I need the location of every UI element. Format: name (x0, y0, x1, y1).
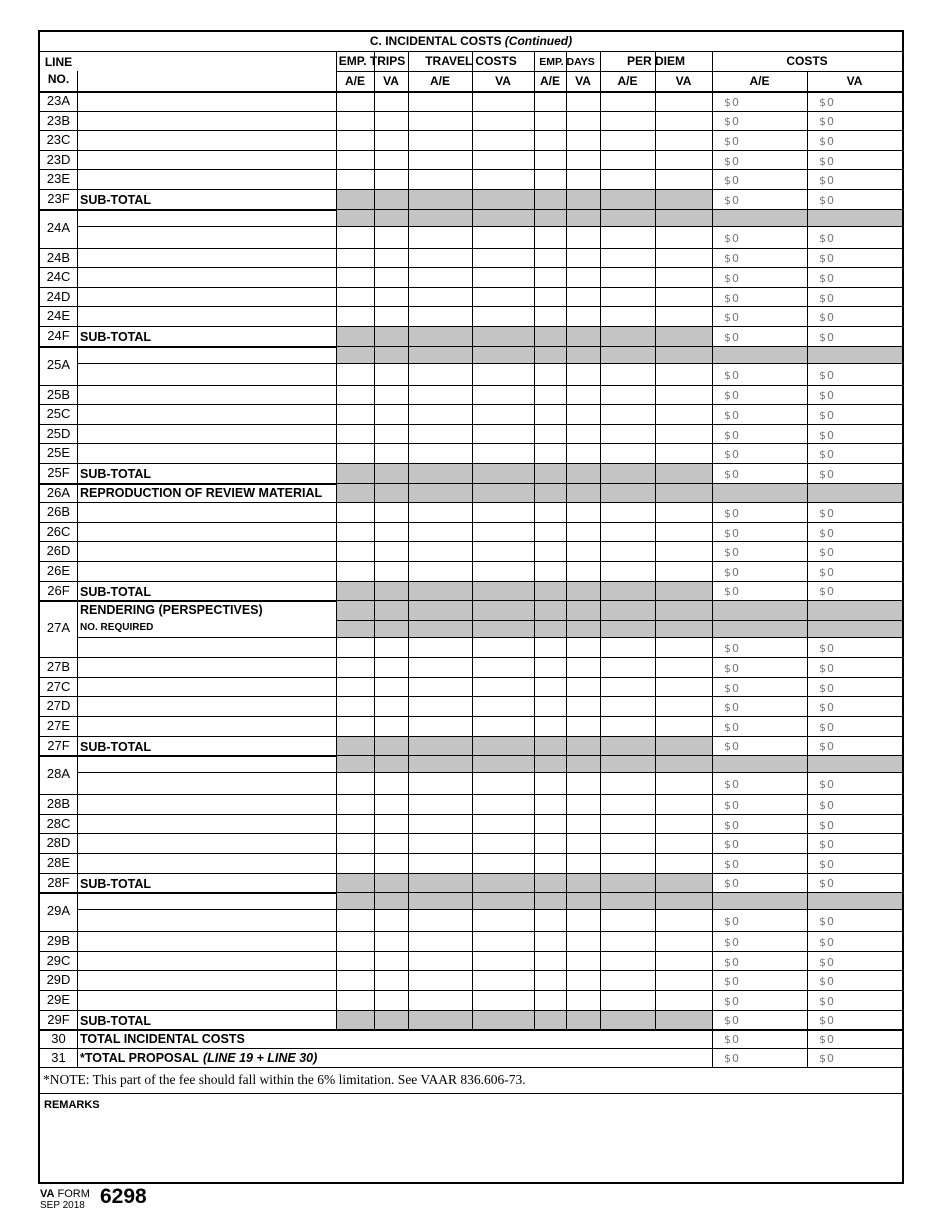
amount-ae[interactable]: $0 (724, 838, 740, 852)
line-number: 25D (46, 425, 71, 441)
subtotal-label: SUB-TOTAL (80, 739, 152, 754)
header-line: LINE (44, 55, 73, 69)
column-rule (336, 51, 337, 1030)
amount-va[interactable]: $0 (819, 311, 835, 325)
amount-ae[interactable]: $0 (724, 272, 740, 285)
amount-ae[interactable]: $0 (724, 1014, 740, 1028)
rule-line (40, 970, 902, 971)
line-number: 25A (46, 356, 71, 372)
amount-ae[interactable]: $0 (724, 740, 740, 754)
rule-line (40, 814, 902, 815)
line-label: REPRODUCTION OF REVIEW MATERIAL (80, 485, 323, 500)
line-number: 24F (47, 328, 70, 343)
line-number: 28A (46, 766, 71, 782)
rule-line (40, 794, 902, 795)
amount-va[interactable]: $0 (819, 778, 835, 792)
header-no: NO. (47, 72, 70, 86)
shaded-cell (337, 484, 902, 503)
subtotal-label: SUB-TOTAL (80, 876, 152, 891)
rule-line (40, 716, 902, 717)
line-number: 28B (46, 796, 71, 812)
line-number: 26D (46, 543, 71, 559)
amount-va[interactable]: $0 (819, 467, 835, 481)
subtotal-label: SUB-TOTAL (80, 330, 152, 344)
header-sub-va: VA (495, 74, 511, 88)
amount-va[interactable]: $0 (819, 526, 835, 540)
amount-va[interactable]: $0 (819, 272, 835, 285)
amount-va[interactable]: $0 (819, 368, 835, 382)
amount-va[interactable]: $0 (819, 95, 835, 109)
amount-va[interactable]: $0 (819, 154, 835, 168)
amount-ae[interactable]: $0 (724, 857, 740, 871)
amount-ae[interactable]: $0 (724, 778, 740, 792)
amount-ae[interactable]: $0 (724, 720, 740, 734)
line-number: 29B (46, 933, 71, 949)
line-number: 27E (46, 718, 71, 733)
amount-ae[interactable]: $0 (724, 585, 740, 599)
amount-va[interactable]: $0 (819, 915, 835, 929)
amount-va[interactable]: $0 (819, 701, 835, 715)
rule-line (40, 51, 902, 52)
total-proposal-label: *TOTAL PROPOSAL (80, 1050, 199, 1065)
remarks-field[interactable] (42, 1113, 898, 1180)
amount-va[interactable]: $0 (819, 546, 835, 560)
amount-ae[interactable]: $0 (724, 252, 740, 266)
line-number: 24C (46, 269, 71, 285)
rule-line (40, 951, 902, 952)
amount-va[interactable]: $0 (819, 877, 835, 891)
line-number: 23B (46, 112, 71, 128)
rule-line (40, 1029, 902, 1031)
total-incidental-va[interactable]: $0 (819, 1033, 835, 1047)
line-number: 27C (46, 678, 71, 694)
line-number: 23A (46, 93, 71, 108)
rule-line (40, 404, 902, 405)
line-number: 24B (46, 249, 71, 265)
amount-va[interactable]: $0 (819, 291, 835, 305)
amount-va[interactable]: $0 (819, 662, 835, 675)
rule-line (40, 833, 902, 834)
column-rule (712, 51, 713, 1067)
remarks-label: REMARKS (44, 1098, 100, 1111)
column-rule (77, 71, 78, 1067)
amount-va[interactable]: $0 (819, 409, 835, 422)
header-sub-ae: A/E (617, 74, 638, 88)
line-number: 27A (46, 620, 71, 636)
line-number: 24E (46, 308, 71, 324)
amount-ae[interactable]: $0 (724, 642, 740, 656)
shaded-cell (337, 210, 902, 226)
rule-line (40, 853, 902, 854)
amount-va[interactable]: $0 (819, 642, 835, 656)
amount-va[interactable]: $0 (819, 799, 835, 812)
rule-line (40, 385, 902, 386)
amount-ae[interactable]: $0 (724, 546, 740, 560)
column-rule (534, 51, 535, 1030)
amount-ae[interactable]: $0 (724, 955, 740, 969)
amount-va[interactable]: $0 (819, 740, 835, 754)
rule-line (40, 1048, 902, 1049)
shaded-cell (337, 893, 902, 909)
section-title (40, 34, 902, 48)
amount-ae[interactable]: $0 (724, 174, 740, 188)
amount-va[interactable]: $0 (819, 936, 835, 949)
line-number: 25C (46, 406, 71, 422)
fee-note: *NOTE: This part of the fee should fall within the 6% limitation. See VAAR 836.606-73. (43, 1071, 526, 1087)
rule-line (40, 502, 902, 503)
line-number: 27B (46, 659, 71, 675)
header-sub-ae: A/E (344, 74, 365, 88)
rule-line (40, 150, 902, 151)
amount-va[interactable]: $0 (819, 428, 835, 442)
amount-va[interactable]: $0 (819, 585, 835, 599)
line-number: 25E (46, 445, 71, 461)
rule-line (336, 71, 902, 72)
rule-line (40, 522, 902, 523)
footer-va: VA (40, 1188, 55, 1200)
header-costs: COSTS (786, 54, 828, 68)
rule-line (40, 91, 902, 93)
header-sub-ae: A/E (749, 74, 770, 88)
line-number: 30 (51, 1031, 66, 1047)
amount-va[interactable]: $0 (819, 193, 835, 207)
amount-va[interactable]: $0 (819, 975, 835, 989)
footer-form-number: 6298 (100, 1185, 147, 1208)
footer-form: FORM (57, 1188, 90, 1200)
rule-line (336, 620, 902, 621)
subtotal-label: SUB-TOTAL (80, 467, 152, 481)
line-number: 29A (46, 903, 71, 919)
amount-ae[interactable]: $0 (724, 818, 740, 832)
rule-line (40, 931, 902, 932)
shaded-cell (337, 621, 902, 637)
amount-va[interactable]: $0 (819, 857, 835, 871)
footer-date: SEP 2018 (40, 1200, 85, 1211)
line-number: 26B (46, 504, 71, 520)
amount-va[interactable]: $0 (819, 955, 835, 969)
amount-va[interactable]: $0 (819, 838, 835, 852)
line-number: 26F (47, 582, 70, 598)
amount-ae[interactable]: $0 (724, 681, 740, 695)
amount-ae[interactable]: $0 (724, 193, 740, 207)
form-frame (38, 30, 904, 1184)
amount-ae[interactable]: $0 (724, 115, 740, 129)
column-rule (807, 71, 808, 1067)
amount-va[interactable]: $0 (819, 994, 835, 1008)
line-number: 23F (47, 191, 70, 206)
total-incidental-ae[interactable]: $0 (724, 1033, 740, 1047)
amount-ae[interactable]: $0 (724, 877, 740, 891)
header-travel-costs: TRAVEL COSTS (425, 54, 517, 68)
header-sub-ae: A/E (539, 74, 560, 88)
amount-ae[interactable]: $0 (724, 662, 740, 675)
line-number: 27F (47, 737, 70, 753)
column-rule (374, 51, 375, 1030)
line-number: 29E (46, 992, 71, 1007)
column-rule (472, 51, 473, 1030)
rule-line (40, 696, 902, 697)
line-number: 23C (46, 132, 71, 148)
line-sublabel: NO. REQUIRED (80, 622, 154, 634)
amount-ae[interactable]: $0 (724, 368, 740, 382)
line-number: 31 (51, 1049, 66, 1065)
line-label: RENDERING (PERSPECTIVES) (80, 603, 263, 618)
amount-va[interactable]: $0 (819, 389, 835, 403)
amount-ae[interactable]: $0 (724, 409, 740, 422)
rule-line (40, 990, 902, 991)
line-number: 23E (46, 171, 71, 187)
amount-ae[interactable]: $0 (724, 565, 740, 579)
amount-va[interactable]: $0 (819, 1014, 835, 1028)
amount-ae[interactable]: $0 (724, 994, 740, 1008)
amount-ae[interactable]: $0 (724, 330, 740, 344)
amount-ae[interactable]: $0 (724, 231, 740, 245)
amount-ae[interactable]: $0 (724, 975, 740, 989)
subtotal-label: SUB-TOTAL (80, 584, 152, 599)
amount-ae[interactable]: $0 (724, 799, 740, 812)
amount-ae[interactable]: $0 (724, 154, 740, 168)
column-rule (408, 51, 409, 1030)
rule-line (40, 130, 902, 131)
amount-ae[interactable]: $0 (724, 915, 740, 929)
line-number: 28E (46, 855, 71, 870)
amount-va[interactable]: $0 (819, 720, 835, 734)
amount-va[interactable]: $0 (819, 174, 835, 188)
amount-va[interactable]: $0 (819, 330, 835, 344)
total-incidental-label: TOTAL INCIDENTAL COSTS (80, 1032, 245, 1047)
amount-ae[interactable]: $0 (724, 467, 740, 481)
header-sub-va: VA (846, 74, 863, 88)
shaded-cell (337, 347, 902, 363)
line-number: 26E (46, 563, 71, 578)
shaded-cell (337, 601, 902, 620)
amount-ae[interactable]: $0 (724, 701, 740, 715)
amount-va[interactable]: $0 (819, 231, 835, 245)
rule-line (40, 169, 902, 170)
rule-line (40, 657, 902, 658)
rule-line (77, 909, 902, 910)
amount-ae[interactable]: $0 (724, 936, 740, 949)
amount-va[interactable]: $0 (819, 507, 835, 520)
amount-ae[interactable]: $0 (724, 448, 740, 462)
subtotal-label: SUB-TOTAL (80, 193, 152, 207)
amount-ae[interactable]: $0 (724, 428, 740, 442)
shaded-cell (337, 756, 902, 772)
amount-ae[interactable]: $0 (724, 135, 740, 148)
total-proposal-ae[interactable]: $0 (724, 1051, 740, 1065)
amount-ae[interactable]: $0 (724, 389, 740, 403)
line-number: 29F (47, 1011, 70, 1027)
rule-line (40, 541, 902, 542)
header-emp-trips: EMP. TRIPS (338, 54, 406, 68)
section-title-text: C. INCIDENTAL COSTS (369, 34, 502, 48)
line-number: 28C (46, 815, 71, 831)
amount-va[interactable]: $0 (819, 115, 835, 129)
column-rule (566, 51, 567, 1030)
rule-line (40, 111, 902, 112)
line-number: 26A (46, 484, 71, 500)
header-emp-days: EMP. DAYS (539, 56, 595, 68)
amount-va[interactable]: $0 (819, 681, 835, 695)
rule-line (77, 772, 902, 773)
line-number: 29D (46, 972, 71, 988)
rule-line (77, 637, 902, 638)
rule-line (40, 1067, 902, 1068)
rule-line (40, 1093, 902, 1094)
header-sub-va: VA (383, 74, 399, 88)
amount-va[interactable]: $0 (819, 818, 835, 832)
amount-ae[interactable]: $0 (724, 311, 740, 325)
rule-line (40, 424, 902, 425)
line-number: 28D (46, 835, 71, 851)
amount-ae[interactable]: $0 (724, 526, 740, 540)
amount-va[interactable]: $0 (819, 135, 835, 148)
line-number: 23D (46, 151, 71, 167)
line-number: 28F (47, 874, 70, 890)
amount-va[interactable]: $0 (819, 252, 835, 266)
header-sub-va: VA (575, 74, 591, 88)
rule-line (40, 248, 902, 249)
subtotal-label: SUB-TOTAL (80, 1013, 152, 1028)
line-number: 24D (46, 288, 71, 304)
rule-line (40, 561, 902, 562)
rule-line (40, 287, 902, 288)
line-number: 26C (46, 523, 71, 539)
section-title-suffix: (Continued) (504, 34, 573, 48)
line-number: 24A (46, 219, 71, 235)
header-sub-va: VA (675, 74, 692, 88)
rule-line (40, 267, 902, 268)
rule-line (40, 306, 902, 307)
amount-ae[interactable]: $0 (724, 95, 740, 109)
amount-ae[interactable]: $0 (724, 507, 740, 520)
total-proposal-formula: (LINE 19 + LINE 30) (203, 1050, 318, 1065)
line-number: 27D (46, 698, 71, 714)
line-number: 25B (46, 386, 71, 402)
column-rule (600, 51, 601, 1030)
rule-line (77, 363, 902, 364)
header-per-diem: PER DIEM (626, 54, 685, 68)
header-sub-ae: A/E (429, 74, 450, 88)
amount-ae[interactable]: $0 (724, 291, 740, 305)
line-number: 25F (47, 465, 70, 480)
line-number: 29C (46, 952, 71, 968)
rule-line (77, 226, 902, 227)
total-proposal-va[interactable]: $0 (819, 1051, 835, 1065)
amount-va[interactable]: $0 (819, 565, 835, 579)
rule-line (40, 677, 902, 678)
amount-va[interactable]: $0 (819, 448, 835, 462)
rule-line (40, 443, 902, 444)
column-rule (655, 51, 656, 1030)
